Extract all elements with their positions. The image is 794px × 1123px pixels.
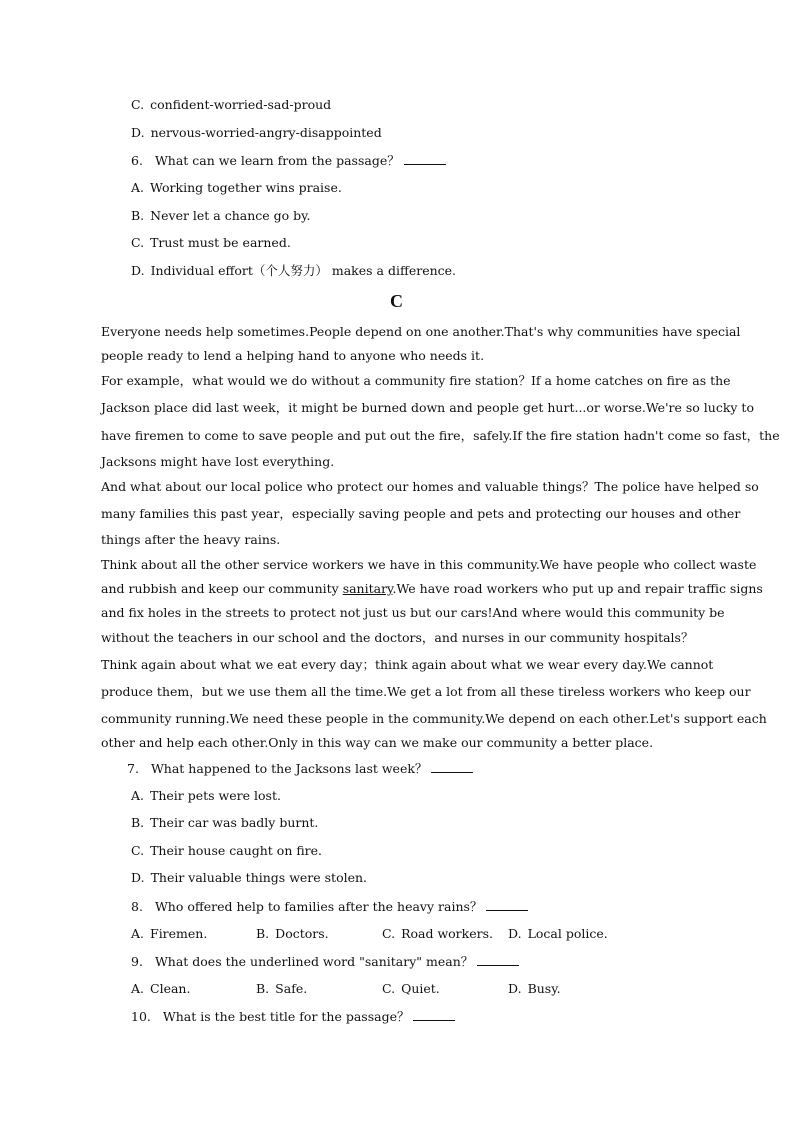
question-number: 9. xyxy=(131,954,143,969)
q9-option-d xyxy=(508,981,561,997)
question-text: What happened to the Jacksons last week？ xyxy=(150,761,428,776)
q7-option-d xyxy=(131,870,367,886)
passage-text: and rubbish and keep our community xyxy=(101,581,343,596)
option-text: Never let a chance go by. xyxy=(150,208,311,223)
option-letter: A. xyxy=(131,180,145,195)
q6-option-c xyxy=(131,235,291,251)
question-number: 6. xyxy=(131,153,143,168)
passage-line: Think about all the other service workers we have in this community.We have people who collect waste xyxy=(101,557,757,572)
option-text: Doctors. xyxy=(275,926,329,941)
passage-line: and fix holes in the streets to protect not just us but our cars!And where would this community be xyxy=(101,605,725,620)
option-text: Local police. xyxy=(527,926,608,941)
option-text: nervous-worried-angry-disappointed xyxy=(150,125,382,140)
answer-blank[interactable] xyxy=(413,1008,455,1021)
passage-text: .We have road workers who put up and repair traffic signs xyxy=(392,581,763,596)
question-number: 7. xyxy=(127,761,139,776)
option-letter: A. xyxy=(131,981,145,996)
option-letter: C. xyxy=(131,97,145,112)
passage-line: Everyone needs help sometimes.People depend on one another.That's why communities have special xyxy=(101,324,741,339)
option-letter: D. xyxy=(131,870,145,885)
option-text: Their car was badly burnt. xyxy=(150,815,319,830)
option-text: Firemen. xyxy=(150,926,208,941)
passage-line: have firemen to come to save people and put out the fire，safely.If the fire station hadn't come so fast，the xyxy=(101,428,780,443)
option-letter: D. xyxy=(131,125,145,140)
option-text: Road workers. xyxy=(401,926,493,941)
option-letter: C. xyxy=(131,843,145,858)
answer-blank[interactable] xyxy=(431,760,473,773)
question-6 xyxy=(131,152,446,169)
option-letter: C. xyxy=(382,926,396,941)
answer-blank[interactable] xyxy=(486,898,528,911)
q8-option-c xyxy=(382,926,493,942)
passage-line: Jackson place did last week，it might be burned down and people get hurt...or worse.We're so lucky to xyxy=(101,400,754,415)
answer-blank[interactable] xyxy=(477,953,519,966)
option-text: Their house caught on fire. xyxy=(150,843,323,858)
question-text: Who offered help to families after the heavy rains？ xyxy=(154,899,483,914)
passage-line xyxy=(101,581,763,597)
option-text: Trust must be earned. xyxy=(150,235,291,250)
q7-option-a xyxy=(131,788,281,804)
option-text: Their pets were lost. xyxy=(150,788,281,803)
question-text: What does the underlined word "sanitary" mean？ xyxy=(154,954,474,969)
q8-option-a xyxy=(131,926,207,942)
passage-line: many families this past year，especially saving people and pets and protecting our houses and other xyxy=(101,506,741,521)
underlined-word-sanitary: sanitary xyxy=(342,581,393,596)
question-8 xyxy=(131,898,528,915)
passage-line: community running.We need these people in the community.We depend on each other.Let's support each xyxy=(101,711,767,726)
question-number: 10. xyxy=(131,1009,151,1024)
section-title: C xyxy=(390,291,403,311)
q6-option-a xyxy=(131,180,342,196)
option-letter: A. xyxy=(131,926,145,941)
q6-option-d xyxy=(131,263,456,279)
passage-line: Think again about what we eat every day；think again about what we wear every day.We cannot xyxy=(101,657,714,672)
option-text: Individual effort（个人努力） makes a difference. xyxy=(150,263,457,278)
option-d-q5 xyxy=(131,125,382,141)
option-letter: C. xyxy=(382,981,396,996)
option-text: Clean. xyxy=(150,981,191,996)
option-letter: D. xyxy=(508,981,522,996)
question-10 xyxy=(131,1008,455,1025)
question-text: What is the best title for the passage？ xyxy=(162,1009,410,1024)
option-text: Quiet. xyxy=(401,981,440,996)
question-number: 8. xyxy=(131,899,143,914)
passage-line: other and help each other.Only in this way can we make our community a better place. xyxy=(101,735,654,750)
q9-option-a xyxy=(131,981,190,997)
option-letter: B. xyxy=(256,981,270,996)
option-letter: A. xyxy=(131,788,145,803)
option-text: Busy. xyxy=(527,981,561,996)
option-text: Their valuable things were stolen. xyxy=(150,870,368,885)
option-letter: B. xyxy=(131,208,145,223)
q8-option-d xyxy=(508,926,608,942)
option-letter: D. xyxy=(131,263,145,278)
option-letter: D. xyxy=(508,926,522,941)
passage-line: things after the heavy rains. xyxy=(101,532,281,547)
answer-blank[interactable] xyxy=(404,152,446,165)
option-text: Working together wins praise. xyxy=(150,180,342,195)
option-letter: B. xyxy=(131,815,145,830)
q9-option-b xyxy=(256,981,307,997)
q7-option-b xyxy=(131,815,318,831)
option-text: confident-worried-sad-proud xyxy=(150,97,332,112)
q7-option-c xyxy=(131,843,322,859)
passage-line: Jacksons might have lost everything. xyxy=(101,454,335,469)
option-c-q5 xyxy=(131,97,331,113)
question-7 xyxy=(127,760,473,777)
passage-line: For example，what would we do without a community fire station？If a home catches on fire as the xyxy=(101,373,731,388)
passage-line: people ready to lend a helping hand to anyone who needs it. xyxy=(101,348,485,363)
q8-option-b xyxy=(256,926,329,942)
passage-line: without the teachers in our school and the doctors，and nurses in our community hospitals？ xyxy=(101,630,694,645)
option-letter: B. xyxy=(256,926,270,941)
q9-option-c xyxy=(382,981,440,997)
passage-line: And what about our local police who protect our homes and valuable things？The police have helped so xyxy=(101,479,759,494)
passage-line: produce them，but we use them all the time.We get a lot from all these tireless workers who keep our xyxy=(101,684,751,699)
question-9 xyxy=(131,953,519,970)
q6-option-b xyxy=(131,208,311,224)
option-letter: C. xyxy=(131,235,145,250)
option-text: Safe. xyxy=(275,981,308,996)
question-text: What can we learn from the passage？ xyxy=(154,153,400,168)
